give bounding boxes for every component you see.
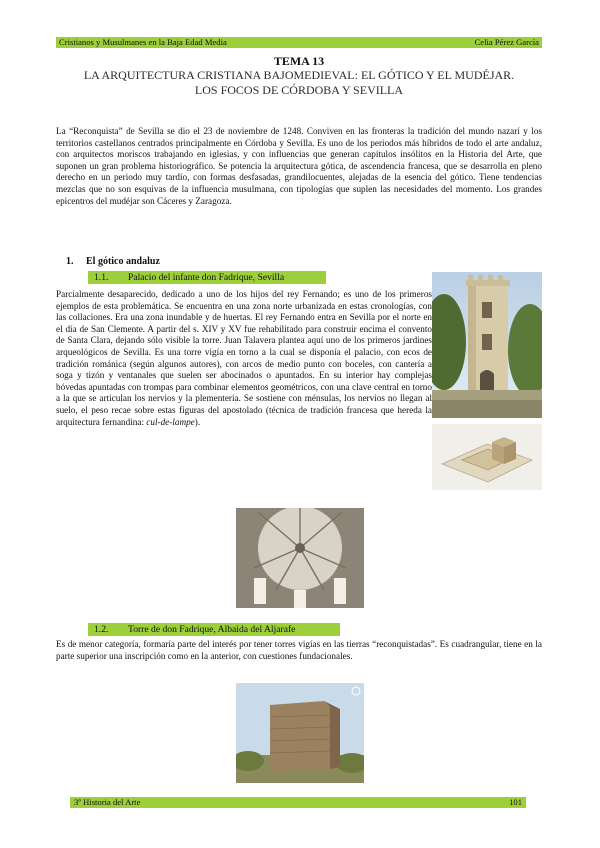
italic-term: cul-de-lampe: [146, 416, 195, 427]
section-1-heading: [66, 256, 160, 267]
subsection-1-1-paragraph: [56, 289, 432, 428]
paragraph-text-end: ).: [194, 416, 201, 427]
subsection-1-2-paragraph: Es de menor categoría, formaría parte del interés por tener torres vigías en las tierras “reconquistadas”. Es cuadrangular, tiene en la parte superior una inscripción como en la anterior, con cuestiones fundacionales.: [56, 639, 542, 661]
subsection-1-1-heading: [88, 271, 326, 284]
palace-plan-image: [432, 424, 542, 490]
tower-photo: [432, 272, 542, 418]
title-block: [56, 54, 542, 97]
title-line-1: LA ARQUITECTURA CRISTIANA BAJOMEDIEVAL: EL GÓTICO Y EL MUDÉJAR.: [83, 68, 515, 82]
subsection-1-1-number: 1.1.: [94, 272, 109, 283]
subsection-1-2-number: 1.2.: [94, 624, 109, 635]
header-author: Celia Pérez García: [474, 37, 539, 47]
vault-photo: [236, 508, 364, 608]
header-course-title: Cristianos y Musulmanes en la Baja Edad Media: [59, 37, 227, 47]
subsection-1-2-title: Torre de don Fadrique, Albaida del Aljarafe: [128, 624, 296, 635]
page-footer: [70, 797, 526, 808]
page-header: [56, 37, 542, 48]
section-1-number: 1.: [66, 256, 74, 267]
plan-illustration: [432, 424, 542, 490]
vault-illustration: [236, 508, 364, 608]
torre-photo: [236, 683, 364, 783]
footer-course: 3º Historia del Arte: [74, 797, 141, 807]
section-1-title: El gótico andaluz: [86, 256, 160, 267]
page-number: 101: [509, 797, 522, 807]
intro-paragraph: La “Reconquista” de Sevilla se dio el 23 de noviembre de 1248. Conviven en las fronteras la tradición del mundo nazarí y los territorios castellanos centrados principalmente en Córdoba y Sevilla. Es uno de los periodos más híbridos de todo el arte andaluz, con arquitectos moriscos trabajando en iglesias, y con influencias que generan capítulos insólitos en la Historia del Arte, que suponen un gran problema historiográfico. Se potencia la arquitectura gótica, de ascendencia francesa, que se desarrolla en pleno derecho en un periodo muy tardío, con formas desfasadas, grandilocuentes, alejadas de la esencia del gótico. Tiene tendencias mezclas que no son esquivas de la influencia musulmana, con tipologías que suplen las necesidades del momento. Los grandes epicentros del mudéjar son Cáceres y Zaragoza.: [56, 126, 542, 206]
title-line-2: LOS FOCOS DE CÓRDOBA Y SEVILLA: [194, 82, 404, 97]
tema-number: TEMA 13: [273, 54, 325, 68]
subsection-1-1-title: Palacio del infante don Fadrique, Sevilla: [128, 272, 285, 283]
subsection-1-2-heading: [88, 623, 340, 636]
torre-illustration: [236, 683, 364, 783]
paragraph-text: Parcialmente desaparecido, dedicado a uno de los hijos del rey Fernando; es uno de los primeros ejemplos de esta problemática. Se encuentra en una zona norte urbanizada en estas cronologías, con las collaciones. Era una zona inundable y de huertas. El rey Fernando entra en Sevilla por el norte en el día de San Clemente. A partir del s. XIV y XV fue rehabilitado para construir encima el convento de Santa Clara, dejando sólo visible la torre. Juan Talavera plantea aquí uno de los primeros jardines arqueológicos de Sevilla. Es una torre vigía en torno a la cual se disponía el palacio, con ecos de tradición románica (según algunos autores), con arcos de medio punto con boceles, con cantería a soga y tizón y ventanales que suelen ser abocinados o apuntados. En su interior hay complejas bóvedas apuntadas con trompas para combinar elementos geométricos, con una clave central en torno a la que se articulan los nervios y la plementería. Se sostiene con ménsulas, los nervios no llegan al suelo, el peso recae sobre estas figuras del apostolado (técnica de tradición francesa que hereda la arquitectura fernandina:: [56, 289, 432, 427]
tower-illustration: [432, 272, 542, 418]
